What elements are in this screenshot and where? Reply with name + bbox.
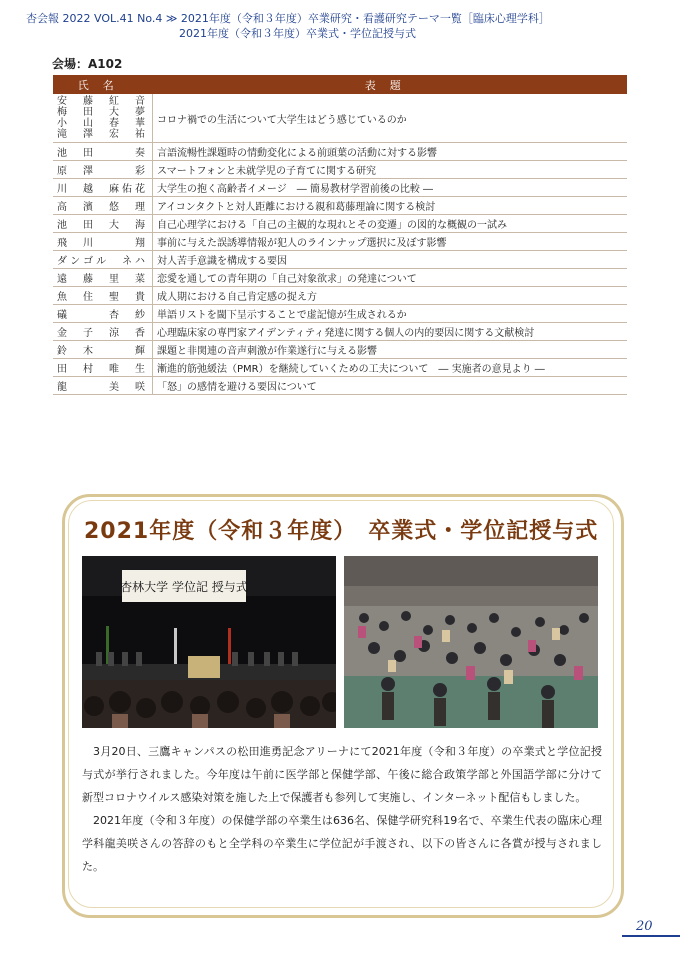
student-name: 池 田 大 海 (53, 215, 153, 233)
research-title: 言語流暢性課題時の情動変化による前頭葉の活動に対する影響 (153, 143, 628, 161)
student-name: 原 澤 彩 (53, 161, 153, 179)
research-title: 成人期における自己肯定感の捉え方 (153, 287, 628, 305)
column-header-name: 氏名 (53, 75, 153, 94)
student-name: 礒 杏 紗 (53, 305, 153, 323)
research-title: 単語リストを閾下呈示することで虚記憶が生成されるか (153, 305, 628, 323)
running-header-line1: 杏会報 2022 VOL.41 No.4 ≫ 2021年度（令和３年度）卒業研究・看護研究テーマ一覧［臨床心理学科］ (26, 12, 550, 25)
table-row (53, 251, 627, 269)
running-header-line2: 2021年度（令和３年度）卒業式・学位記授与式 (179, 27, 416, 40)
research-title: 「怒」の感情を避ける要因について (153, 377, 628, 395)
student-name: 池 田 奏 (53, 143, 153, 161)
table-row (53, 197, 627, 215)
stage-banner-text: 杏林大学 学位記 授与式 (120, 580, 248, 594)
running-header (26, 11, 550, 41)
table-row (53, 287, 627, 305)
ceremony-paragraph-2: 2021年度（令和３年度）の保健学部の卒業生は636名、保健学研究科19名で、卒業生代表の臨床心理学科龍美咲さんの答辞のもと全学科の卒業生に学位記が手渡され、以下の皆さんに各賞が授与されました。 (82, 814, 602, 873)
research-title: 大学生の抱く高齢者イメージ ― 簡易教材学習前後の比較 ― (153, 179, 628, 197)
column-header-title: 表題 (153, 75, 628, 94)
student-name: 飛 川 翔 (53, 233, 153, 251)
research-title: 事前に与えた誤誘導情報が犯人のラインナップ選択に及ぼす影響 (153, 233, 628, 251)
table-row (53, 179, 627, 197)
student-name: 魚 住 聖 貴 (53, 287, 153, 305)
research-title: 恋愛を通しての青年期の「自己対象欲求」の発達について (153, 269, 628, 287)
stage-photo-image (82, 556, 336, 728)
research-title: 心理臨床家の専門家アイデンティティ発達に関する個人の内的要因に関する文献検討 (153, 323, 628, 341)
table-body (53, 94, 627, 395)
research-title: 自己心理学における「自己の主観的な現れとその変遷」の図的な概観の一試み (153, 215, 628, 233)
table-row (53, 233, 627, 251)
page-number-rule (622, 935, 680, 937)
table-header-row (53, 75, 627, 94)
student-name: 高 濱 悠 理 (53, 197, 153, 215)
page-number: 20 (636, 919, 653, 934)
table-row (53, 305, 627, 323)
student-name: 鈴 木 輝 (53, 341, 153, 359)
student-name: ダンゴル ネハ (53, 251, 153, 269)
table-row (53, 341, 627, 359)
research-title: スマートフォンと未就学児の子育てに関する研究 (153, 161, 628, 179)
research-title: 漸進的筋弛緩法（PMR）を継続していくための工夫について ― 実施者の意見より ― (153, 359, 628, 377)
ceremony-title: 2021年度（令和３年度） 卒業式・学位記授与式 (84, 519, 599, 544)
table-row (53, 215, 627, 233)
research-title: コロナ禍での生活について大学生はどう感じているのか (153, 94, 628, 143)
student-name: 龍 美 咲 (53, 377, 153, 395)
student-name: 金 子 涼 香 (53, 323, 153, 341)
table-row (53, 323, 627, 341)
research-theme-table (53, 75, 627, 395)
arena-photo-image (344, 556, 598, 728)
research-title: 課題と非関連の音声刺激が作業遂行に与える影響 (153, 341, 628, 359)
table-row (53, 161, 627, 179)
ceremony-paragraph-1: 3月20日、三鷹キャンパスの松田進勇記念アリーナにて2021年度（令和３年度）の卒業式と学位記授与式が挙行されました。今年度は午前に医学部と保健学部、午後に総合政策学部と外国語学部に分けて 新型コロナウイルス感染対策を施した上で保護者も参列して実施し、インターネット配信もしました。 (82, 745, 613, 804)
stage-photo (82, 556, 336, 728)
table-row (53, 143, 627, 161)
student-name: 遠 藤 里 菜 (53, 269, 153, 287)
research-title: 対人苦手意識を構成する要因 (153, 251, 628, 269)
student-name: 田 村 唯 生 (53, 359, 153, 377)
table-row (53, 377, 627, 395)
table-row (53, 94, 627, 143)
ceremony-report (82, 740, 613, 878)
table-row (53, 269, 627, 287)
student-name: 安 藤 紅 音 梅 田 大 夢 小 山 春 華 滝 澤 宏 祐 (53, 94, 153, 143)
research-title: アイコンタクトと対人距離における親和葛藤理論に関する検討 (153, 197, 628, 215)
table-row (53, 359, 627, 377)
student-name: 川 越 麻佑花 (53, 179, 153, 197)
venue-label: 会場：A102 (52, 57, 123, 71)
arena-photo (344, 556, 598, 728)
